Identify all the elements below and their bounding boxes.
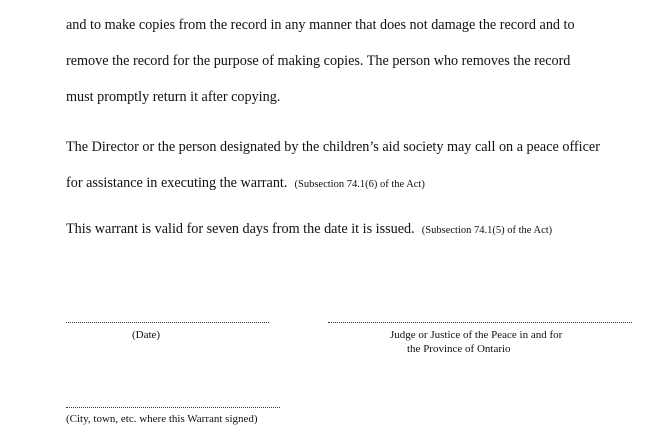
subsection-reference-74-1-5: (Subsection 74.1(5) of the Act) — [421, 225, 553, 236]
peace-officer-text: for assistance in executing the warrant. — [66, 175, 288, 191]
paragraph-copies-line-1: and to make copies from the record in any manner that does not damage the record and to — [66, 17, 575, 33]
judge-signature-line — [328, 322, 632, 323]
paragraph-copies-line-2: remove the record for the purpose of making copies. The person who removes the record — [66, 53, 571, 69]
date-label: (Date) — [132, 329, 161, 341]
subsection-reference-74-1-6: (Subsection 74.1(6) of the Act) — [294, 179, 425, 190]
paragraph-copies-line-3: must promptly return it after copying. — [66, 89, 281, 105]
date-signature-line — [66, 322, 269, 323]
paragraph-peace-officer-line-2 — [66, 174, 425, 194]
city-signature-line — [66, 407, 280, 408]
judge-label-line-2: the Province of Ontario — [407, 343, 511, 355]
paragraph-peace-officer-line-1: The Director or the person designated by the children’s aid society may call on a peace officer — [66, 139, 600, 155]
judge-label-line-1: Judge or Justice of the Peace in and for — [390, 329, 563, 341]
validity-text: This warrant is valid for seven days from the date it is issued. — [66, 221, 415, 237]
city-label: (City, town, etc. where this Warrant signed) — [66, 413, 258, 425]
paragraph-validity — [66, 220, 552, 240]
